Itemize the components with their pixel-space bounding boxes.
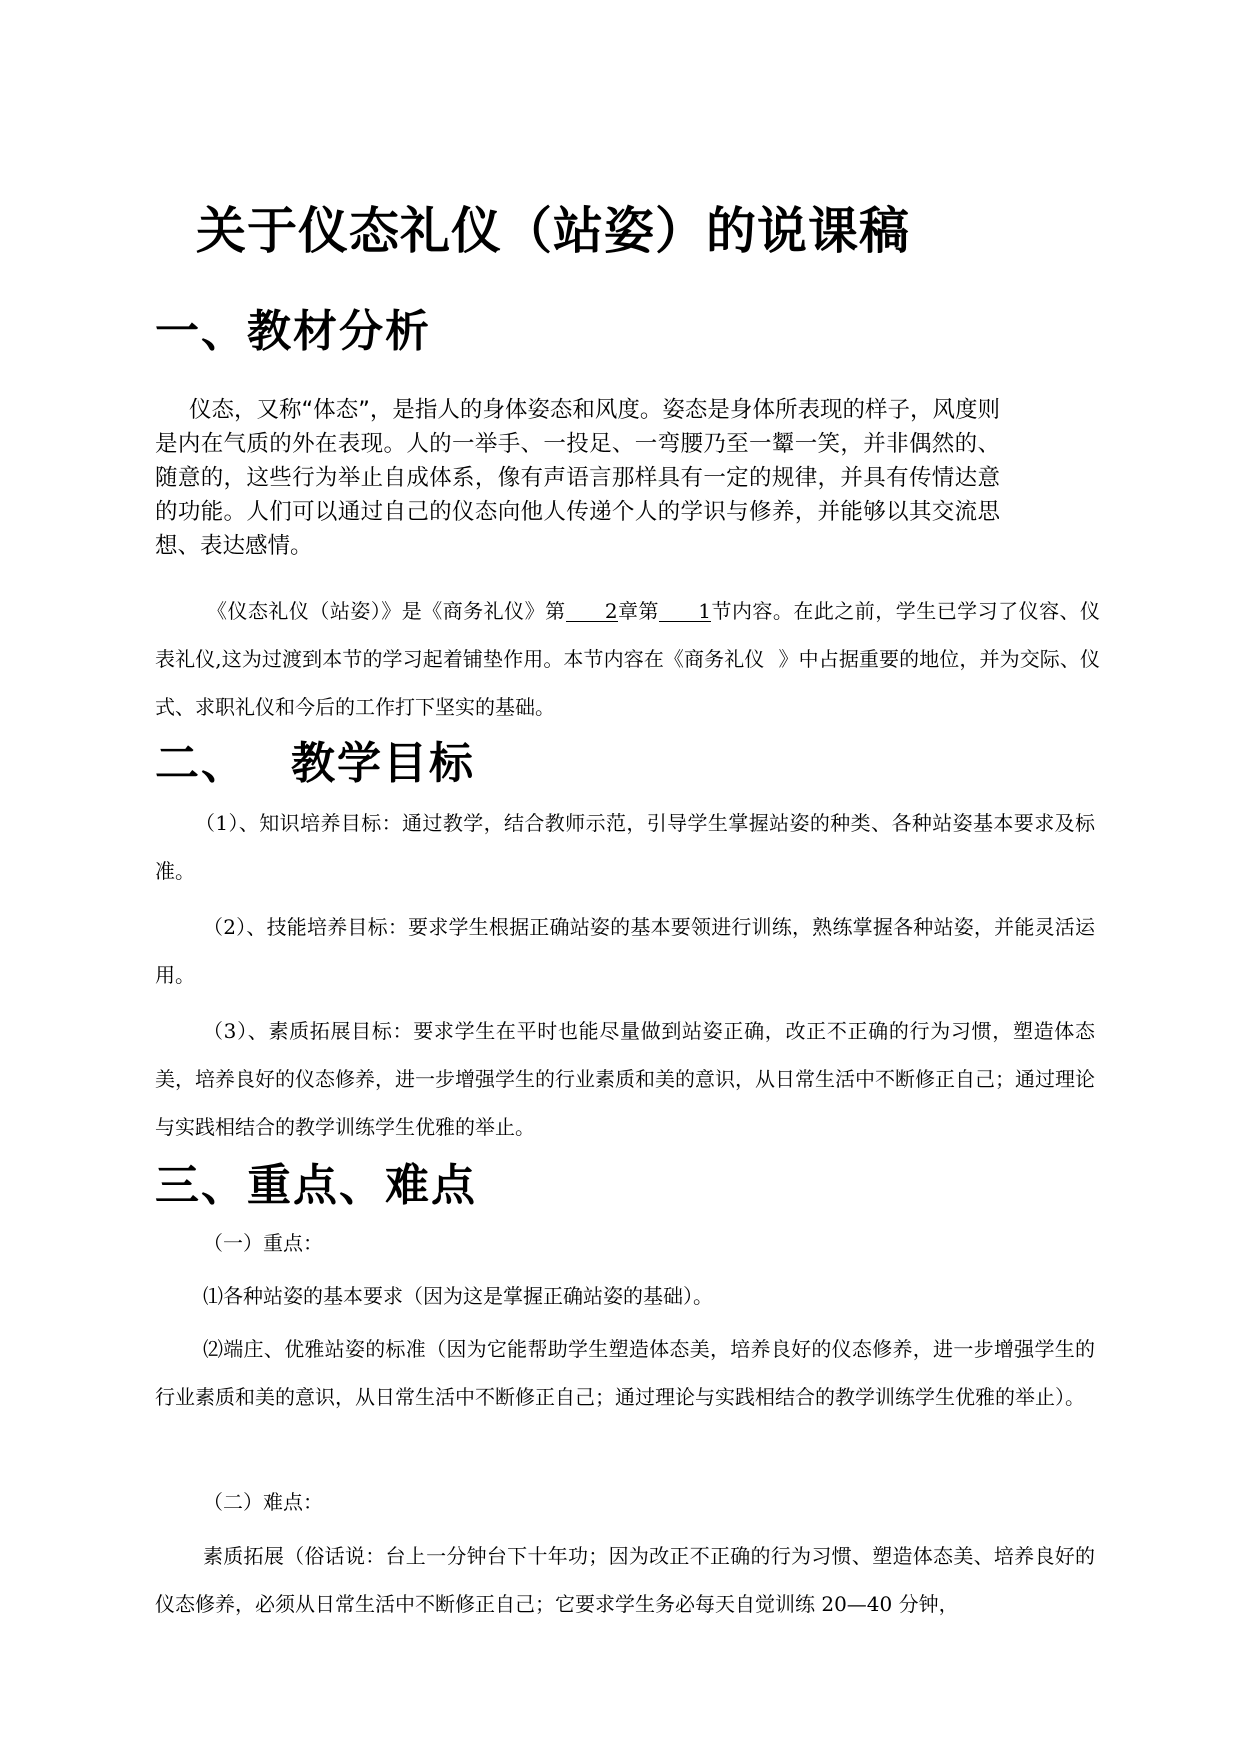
document-title: 关于仪态礼仪（站姿）的说课稿 [196,202,910,260]
section-number: 1 [659,601,711,622]
section-heading-analysis: 一、教材分析 [155,306,431,357]
section-heading-goals-number: 二、 [155,738,247,789]
intro-paragraph: 仪态，又称“体态”，是指人的身体姿态和风度。姿态是身体所表现的样子，风度则是内在气质的外在表现。人的一举手、一投足、一弯腰乃至一颦一笑，并非偶然的、随意的，这些行为举止自成体系，像有声语言那样具有一定的规律，并具有传情达意的功能。人们可以通过自己的仪态向他人传递个人的学识与修养，并能够以其交流思想、表达感情。 [155,397,1000,559]
textbook-text-b: 章第 [617,599,659,623]
chapter-number: 2 [566,601,618,622]
goal-knowledge: （1）、知识培养目标：通过教学，结合教师示范，引导学生掌握站姿的种类、各种站姿基本要求及标准。 [155,811,1095,883]
textbook-text-c: 节内容。在此之前，学生已学习了仪容、仪表礼仪,这为过渡到本节的学习起着铺垫作用。本节内容在《商务礼仪 [155,599,1101,671]
goal-skill: （2）、技能培养目标：要求学生根据正确站姿的基本要领进行训练，熟练掌握各种站姿，并能灵活运用。 [155,915,1095,987]
textbook-text-d: 》中占据重要的地位，并为交际、仪式、求职礼仪和今后的工作打下坚实的基础。 [155,647,1101,719]
key-points-label: （一）重点： [203,1231,323,1255]
section-heading-key-points: 三、重点、难点 [155,1160,477,1211]
key-point-1: ⑴各种站姿的基本要求（因为这是掌握正确站姿的基础）。 [203,1284,713,1308]
textbook-position-paragraph [155,587,1100,731]
key-point-2: ⑵端庄、优雅站姿的标准（因为它能帮助学生塑造体态美，培养良好的仪态修养，进一步增强学生的行业素质和美的意识，从日常生活中不断修正自己；通过理论与实践相结合的教学训练学生优雅的举止）。 [155,1337,1095,1409]
section-heading-goals [155,734,475,794]
difficulty-label: （二）难点： [203,1490,323,1514]
section-heading-goals-label: 教学目标 [291,738,475,789]
textbook-text-a: 《仪态礼仪（站姿）》是《商务礼仪》第 [207,599,566,623]
goal-quality: （3）、素质拓展目标：要求学生在平时也能尽量做到站姿正确，改正不正确的行为习惯，塑造体态美，培养良好的仪态修养，进一步增强学生的行业素质和美的意识，从日常生活中不断修正自己；通过理论与实践相结合的教学训练学生优雅的举止。 [155,1019,1095,1139]
difficulty-1: 素质拓展（俗话说：台上一分钟台下十年功；因为改正不正确的行为习惯、塑造体态美、培养良好的仪态修养，必须从日常生活中不断修正自己；它要求学生务必每天自觉训练 20—40 分钟， [155,1544,1095,1616]
